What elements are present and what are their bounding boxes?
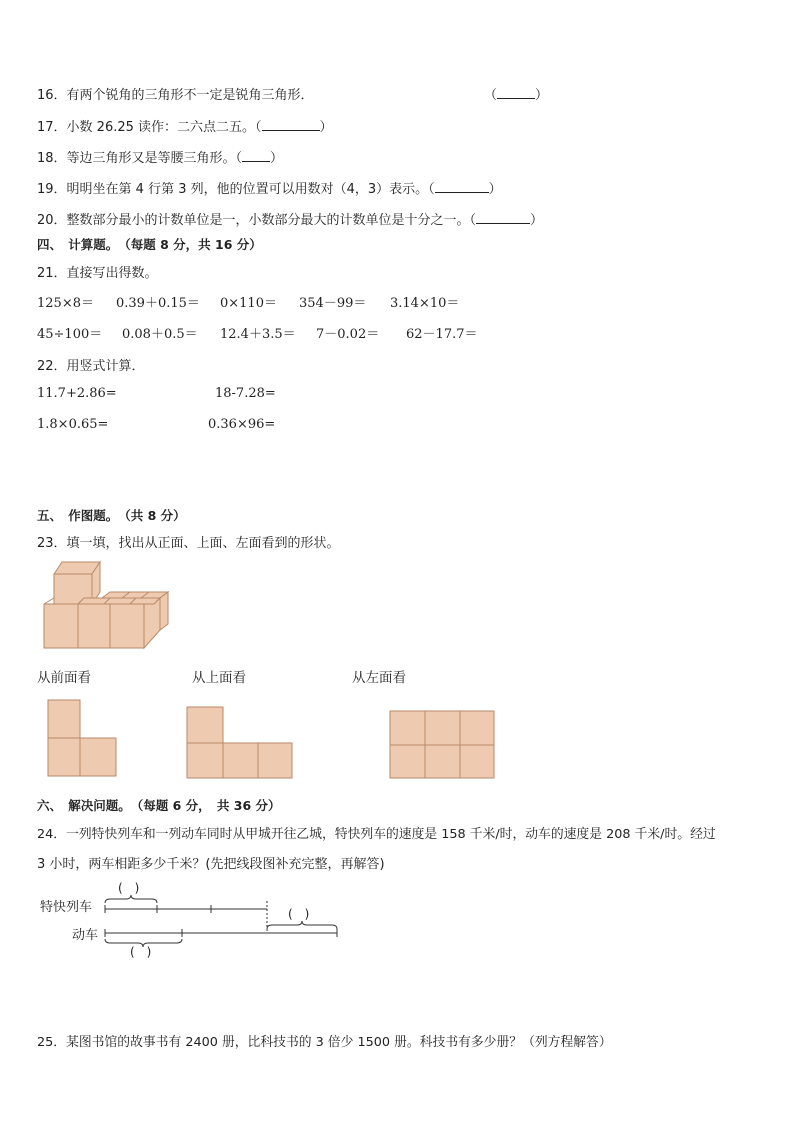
question-24-line1: 24．一列特快列车和一列动车同时从甲城开往乙城，特快列车的速度是 158 千米/时，动车的速度是 208 千米/时。经过 xyxy=(37,827,716,842)
square-cell xyxy=(223,743,258,778)
cube-stack-figure xyxy=(40,558,175,653)
calc-item: 0.39＋0.15＝ xyxy=(116,296,200,311)
square-cell xyxy=(460,745,494,778)
brace-top xyxy=(105,895,157,903)
square-cell xyxy=(80,738,116,776)
view-label-front: 从前面看 xyxy=(37,670,91,686)
square-cell xyxy=(425,745,460,778)
cube-front-face xyxy=(110,604,144,648)
vertical-calc-item: 18-7.28= xyxy=(215,386,276,401)
calc-item: 7－0.02＝ xyxy=(316,327,380,342)
brace-bottom xyxy=(105,939,182,947)
question-24-line2: 3 小时，两车相距多少千米？(先把线段图补充完整，再解答) xyxy=(37,857,385,872)
vertical-calc-item: 11.7+2.86= xyxy=(37,386,117,401)
question-21-title: 21．直接写出得数。 xyxy=(37,266,158,281)
front-view-shape xyxy=(47,699,119,779)
section-title-6: 六、 解决问题。 （每题 6 分， 共 36 分） xyxy=(37,798,281,813)
answer-paren-16[interactable]: （ ） xyxy=(484,88,549,103)
question-text: 18．等边三角形又是等腰三角形。（ xyxy=(37,151,243,166)
calc-item: 0.08＋0.5＝ xyxy=(122,327,198,342)
question-23-title: 23．填一填，找出从正面、上面、左面看到的形状。 xyxy=(37,536,340,551)
square-cell xyxy=(48,738,80,776)
paren-blank-bottom[interactable]: ( ) xyxy=(130,945,152,959)
paren-blank-top[interactable]: ( ) xyxy=(118,881,140,895)
calc-item: 0×110＝ xyxy=(220,296,277,311)
calc-item: 354－99＝ xyxy=(299,296,367,311)
cube-front-face xyxy=(44,604,78,648)
square-cell xyxy=(187,743,223,778)
cube-side-face xyxy=(144,598,160,648)
question-text: 17．小数 26.25 读作：二六点二五。（ xyxy=(37,120,262,135)
question-text: 19．明明坐在第 4 行第 3 列，他的位置可以用数对（4，3）表示。（ xyxy=(37,182,435,197)
square-cell xyxy=(390,711,425,745)
question-18: 18．等边三角形又是等腰三角形。（ ） xyxy=(37,151,284,166)
square-cell xyxy=(187,707,223,743)
view-label-left: 从左面看 xyxy=(352,670,406,686)
square-cell xyxy=(48,700,80,738)
view-label-top: 从上面看 xyxy=(192,670,246,686)
section-title-4: 四、 计算题。 （每题 8 分，共 16 分） xyxy=(37,237,262,252)
answer-blank[interactable] xyxy=(435,180,489,193)
label-bullet-train: 动车 xyxy=(72,928,99,943)
cube-top-face xyxy=(78,598,160,604)
answer-blank[interactable] xyxy=(262,118,320,131)
answer-blank[interactable] xyxy=(497,86,535,99)
label-express-train: 特快列车 xyxy=(40,900,93,915)
question-19: 19．明明坐在第 4 行第 3 列，他的位置可以用数对（4，3）表示。（ ） xyxy=(37,182,502,197)
square-cell xyxy=(390,745,425,778)
question-16 xyxy=(37,84,314,103)
calc-item: 45÷100＝ xyxy=(37,327,103,342)
cube-top-face xyxy=(102,592,168,598)
vertical-calc-item: 0.36×96= xyxy=(208,417,276,432)
calc-item: 12.4＋3.5＝ xyxy=(220,327,296,342)
answer-blank[interactable] xyxy=(242,149,270,162)
vertical-calc-item: 1.8×0.65= xyxy=(37,417,109,432)
calc-item: 62－17.7＝ xyxy=(406,327,478,342)
question-17: 17．小数 26.25 读作：二六点二五。（ ） xyxy=(37,120,333,135)
segment-diagram xyxy=(100,893,345,948)
cube-front-face xyxy=(78,604,110,648)
calc-item: 3.14×10＝ xyxy=(390,296,460,311)
question-20: 20．整数部分最小的计数单位是一，小数部分最大的计数单位是十分之一。（ ） xyxy=(37,213,544,228)
question-text: 16．有两个锐角的三角形不一定是锐角三角形． xyxy=(37,88,314,103)
paren-blank-right[interactable]: ( ) xyxy=(288,907,310,921)
square-cell xyxy=(425,711,460,745)
answer-blank[interactable] xyxy=(476,211,530,224)
calc-item: 125×8＝ xyxy=(37,296,94,311)
question-text: 20．整数部分最小的计数单位是一，小数部分最大的计数单位是十分之一。（ xyxy=(37,213,477,228)
question-25: 25．某图书馆的故事书有 2400 册，比科技书的 3 倍少 1500 册。科技书有多少册？（列方程解答） xyxy=(37,1035,612,1050)
square-cell xyxy=(258,743,292,778)
cube-side-face xyxy=(160,592,168,630)
section-title-5: 五、 作图题。 （共 8 分） xyxy=(37,508,186,523)
question-22-title: 22．用竖式计算． xyxy=(37,359,145,374)
brace-gap xyxy=(267,921,337,929)
left-view-shape xyxy=(389,710,497,780)
top-view-shape xyxy=(186,706,294,780)
square-cell xyxy=(460,711,494,745)
